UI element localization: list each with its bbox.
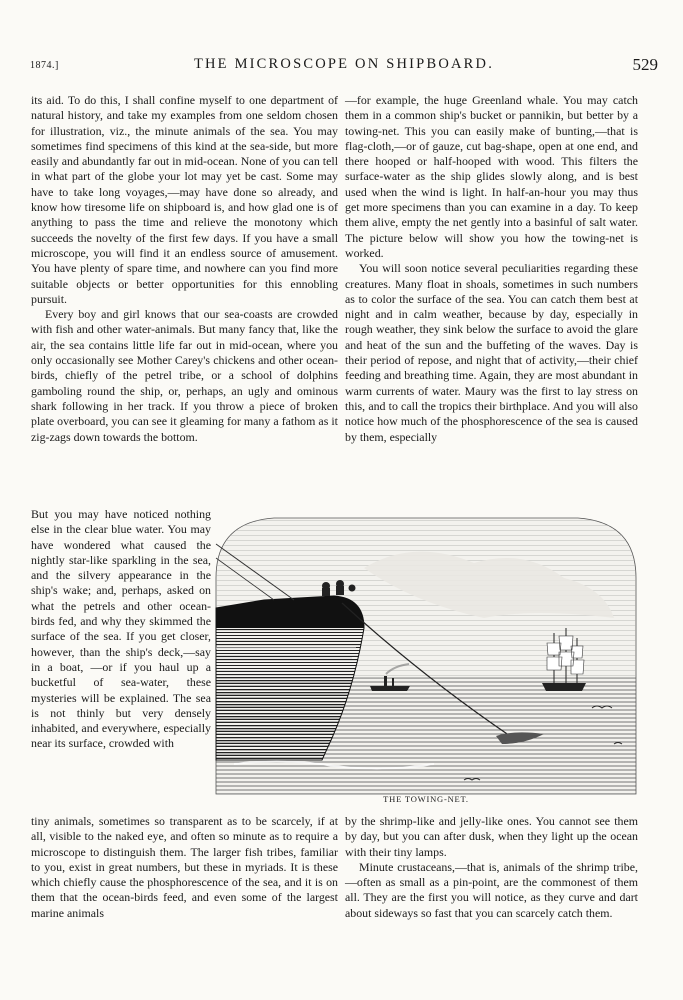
paragraph: tiny animals, sometimes so transparent as to be scarcely, if at all, visible to the naked eye, and often so minute as to require a microscope to distinguish them. The larger fish tribes, familiar to you, exist in great numbers, but these in myriads. It is these which chiefly cause the phosphorescence of the sea, and it is on them that the ocean-birds feed, and even some of the largest marine animals: [31, 814, 338, 920]
figure-caption: THE TOWING-NET.: [383, 794, 469, 804]
paragraph: its aid. To do this, I shall confine myself to one department of natural history, and take my examples from one seldom chosen for illustration, viz., the minute animals of the sea. You may sometimes find specimens of this kind at the sea-side, but more easily and abundantly far out in mid-ocean. None of you can tell in what part of the globe your lot may yet be cast. Some may have to take long voyages,—may have done so already, and know how tiresome life on shipboard is, and how glad one is of anything to pass the time and relieve the monotony which succeeds the novelty of the first few days. If you have a small microscope, you will find it an endless source of amusement. You have plenty of spare time, and nowhere can you find more suitable objects or better opportunities for this ennobling pursuit.: [31, 93, 338, 306]
paragraph: —for example, the huge Greenland whale. You may catch them in a common ship's bucket or pannikin, but better by a towing-net. This you can easily make of bunting,—that is flag-cloth,—or of gauze, cut bag-shape, open at one end, and there hooped or half-hooped with wood. This filters the surface-water as the ship glides slowly along, and is best used when the wind is light. In half-an-hour you may thus get more specimens than you can examine in a day. To keep them alive, empty the net gently into a basinful of salt water. The picture below will show you how the towing-net is worked.: [345, 93, 638, 260]
paragraph: Every boy and girl knows that our sea-coasts are crowded with fish and other water-animals. But many fancy that, like the air, the sea contains little life far out in mid-ocean, where you only occasionally see Mother Carey's chickens and other ocean-birds, chiefly of the petrel tribe, or a school of dolphins gamboling round the ship, or, perhaps, an ugly and ominous shark following in her track. If you throw a piece of broken plate overboard, you can see it gleaming for many a fathom as it zig-zags down towards the bottom.: [31, 307, 338, 444]
paragraph: Minute crustaceans,—that is, animals of the shrimp tribe,—often as small as a pin-point, are the commonest of them all. They are the first you will notice, as they curve and dart about sideways so fast that you can scarcely catch them.: [345, 859, 638, 920]
column-left-bottom: [31, 814, 338, 921]
header-date: 1874.]: [30, 60, 59, 71]
column-right-bottom: [345, 814, 638, 921]
column-right-top: [345, 93, 638, 445]
header-title: THE MICROSCOPE ON SHIPBOARD.: [193, 56, 495, 72]
paragraph: But you may have noticed nothing else in the clear blue water. You may have wondered what caused the nightly star-like sparkling in the sea, and the silvery appearance in the ship's wake; and, perhaps, asked on what the petrels and other ocean-birds fed, and why they skimmed the surface of the sea. If you get closer, however, than the ship's deck,—say in a boat, —or if you haul up a bucketful of sea-water, these mysteries will be explained. The sea is not thinly but very densely inhabited, and everywhere, especially near its surface, crowded with: [31, 507, 211, 751]
paragraph: by the shrimp-like and jelly-like ones. You cannot see them by day, but you can after dusk, when they light up the ocean with their tiny lamps.: [345, 814, 638, 859]
page-number: 529: [632, 55, 658, 74]
paragraph: You will soon notice several peculiarities regarding these creatures. Many float in shoals, sometimes in such numbers as to color the surface of the sea. You can catch them best at night and in calm weather, because by day, especially in rough weather, they sink below the surface to avoid the glare and heat of the sun and the buffeting of the waves. Day is their period of repose, and night that of activity,—their chief feeding and breathing time. Again, they are most abundant in warm currents of water. Maury was the first to lay stress on this, and to call the tropics their birthplace. And you will also notice how much of the phosphorescence of the sea is caused by them, especially: [345, 261, 638, 444]
column-left-narrow: [31, 507, 211, 752]
column-left-top: [31, 93, 338, 445]
towing-net-illustration: [214, 508, 638, 796]
running-header: [30, 56, 658, 76]
